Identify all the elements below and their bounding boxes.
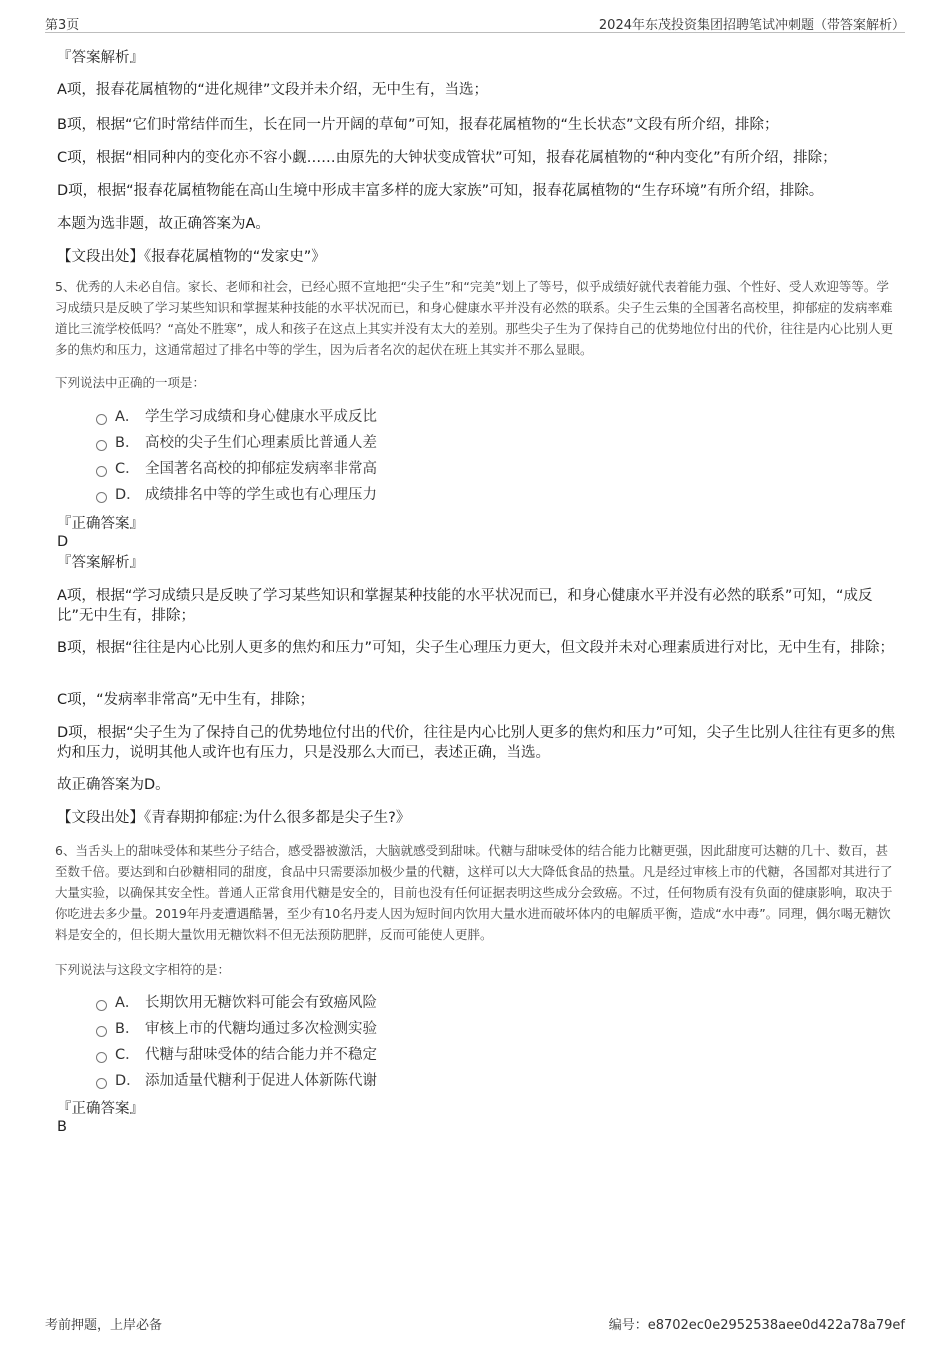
radio-icon[interactable] xyxy=(96,1052,107,1063)
document-id: 编号：e8702ec0e2952538aee0d422a78a79ef xyxy=(608,1318,905,1333)
option-c[interactable]: C． 代糖与甜味受体的结合能力并不稳定 xyxy=(96,1045,377,1065)
source: 【文段出处】《青春期抑郁症:为什么很多都是尖子生?》 xyxy=(57,810,411,826)
question-stem: 下列说法与这段文字相符的是： xyxy=(55,962,231,977)
analysis-line: A项，根据“学习成绩只是反映了学习某些知识和掌握某种技能的水平状况而已，和身心健康水平并没有必然的联系”可知，“成反比”无中生有，排除； xyxy=(57,588,873,624)
option-d[interactable]: D． 添加适量代糖利于促进人体新陈代谢 xyxy=(96,1071,377,1091)
analysis-line: D项，根据“报春花属植物能在高山生境中形成丰富多样的庞大家族”可知，报春花属植物的“生存环境”有所介绍，排除。 xyxy=(57,183,824,199)
option-b[interactable]: B． 高校的尖子生们心理素质比普通人差 xyxy=(96,433,377,453)
radio-icon[interactable] xyxy=(96,466,107,477)
analysis-line: B项，根据“它们时常结伴而生，长在同一片开阔的草甸”可知，报春花属植物的“生长状态”文段有所介绍，排除； xyxy=(57,117,779,133)
radio-icon[interactable] xyxy=(96,1000,107,1011)
answer-value: D xyxy=(57,534,69,550)
radio-icon[interactable] xyxy=(96,440,107,451)
analysis-line: C项，根据“相同种内的变化亦不容小觑……由原先的大钟状变成管状”可知，报春花属植物的“种内变化”有所介绍，排除； xyxy=(57,150,837,166)
radio-icon[interactable] xyxy=(96,414,107,425)
answer-label: 『正确答案』 xyxy=(57,1101,144,1117)
analysis-line: C项，“发病率非常高”无中生有，排除； xyxy=(57,692,315,708)
analysis-label: 『答案解析』 xyxy=(57,555,144,571)
conclusion: 本题为选非题，故正确答案为A。 xyxy=(57,216,270,232)
footer-slogan: 考前押题，上岸必备 xyxy=(45,1318,163,1333)
radio-icon[interactable] xyxy=(96,492,107,503)
answer-value: B xyxy=(57,1119,67,1135)
answer-label: 『正确答案』 xyxy=(57,516,144,532)
option-d[interactable]: D． 成绩排名中等的学生或也有心理压力 xyxy=(96,485,377,505)
document-title: 2024年东茂投资集团招聘笔试冲刺题（带答案解析） xyxy=(598,18,905,33)
analysis-line: B项，根据“往往是内心比别人更多的焦灼和压力”可知，尖子生心理压力更大，但文段并未对心理素质进行对比，无中生有，排除； xyxy=(57,640,894,656)
source: 【文段出处】《报春花属植物的“发家史”》 xyxy=(57,249,326,265)
question-passage: 6、当舌头上的甜味受体和某些分子结合，感受器被激活，大脑就感受到甜味。代糖与甜味受体的结合能力比糖更强，因此甜度可达糖的几十、数百，甚至数千倍。要达到和白砂糖相同的甜度，食品中只需要添加极少量的代糖，这样可以大大降低食品的热量。凡是经过审核上市的代糖，各国都对其进行了大量实验，以确保其安全性。普通人正常食用代糖是安全的，目前也没有任何证据表明这些成分会致癌。不过，任何物质有没有负面的健康影响，取决于你吃进去多少量。2019年丹麦遭遇酷暑，至少有10名丹麦人因为短时间内饮用大量水进而破坏体内的电解质平衡，造成“水中毒”。同理，偶尔喝无糖饮料是安全的，但长期大量饮用无糖饮料不但无法预防肥胖，反而可能使人更胖。 xyxy=(55,843,893,942)
option-a[interactable]: A． 学生学习成绩和身心健康水平成反比 xyxy=(96,407,377,427)
conclusion: 故正确答案为D。 xyxy=(57,777,170,793)
page-header xyxy=(45,14,905,33)
page-number: 第3页 xyxy=(45,18,80,33)
option-a[interactable]: A． 长期饮用无糖饮料可能会有致癌风险 xyxy=(96,993,377,1013)
question-passage: 5、优秀的人未必自信。家长、老师和社会，已经心照不宣地把“尖子生”和“完美”划上了等号，似乎成绩好就代表着能力强、个性好、受人欢迎等等。学习成绩只是反映了学习某些知识和掌握某种技能的水平状况而已，和身心健康水平并没有必然的联系。尖子生云集的全国著名高校里，抑郁症的发病率难道比三流学校低吗？“高处不胜寒”，成人和孩子在这点上其实并没有太大的差别。那些尖子生为了保持自己的优势地位付出的代价，往往是内心比别人更多的焦灼和压力，这通常超过了排名中等的学生，因为后者名次的起伏在班上其实并不那么显眼。 xyxy=(55,279,893,357)
analysis-label: 『答案解析』 xyxy=(57,50,144,66)
analysis-line: A项，报春花属植物的“进化规律”文段并未介绍，无中生有，当选； xyxy=(57,82,488,98)
radio-icon[interactable] xyxy=(96,1078,107,1089)
option-c[interactable]: C． 全国著名高校的抑郁症发病率非常高 xyxy=(96,459,377,479)
radio-icon[interactable] xyxy=(96,1026,107,1037)
option-b[interactable]: B． 审核上市的代糖均通过多次检测实验 xyxy=(96,1019,377,1039)
question-stem: 下列说法中正确的一项是： xyxy=(55,375,206,390)
analysis-line: D项，根据“尖子生为了保持自己的优势地位付出的代价，往往是内心比别人更多的焦灼和压力”可知，尖子生比别人往往有更多的焦灼和压力，说明其他人或许也有压力，只是没那么大而已，表述正确，当选。 xyxy=(57,725,896,761)
